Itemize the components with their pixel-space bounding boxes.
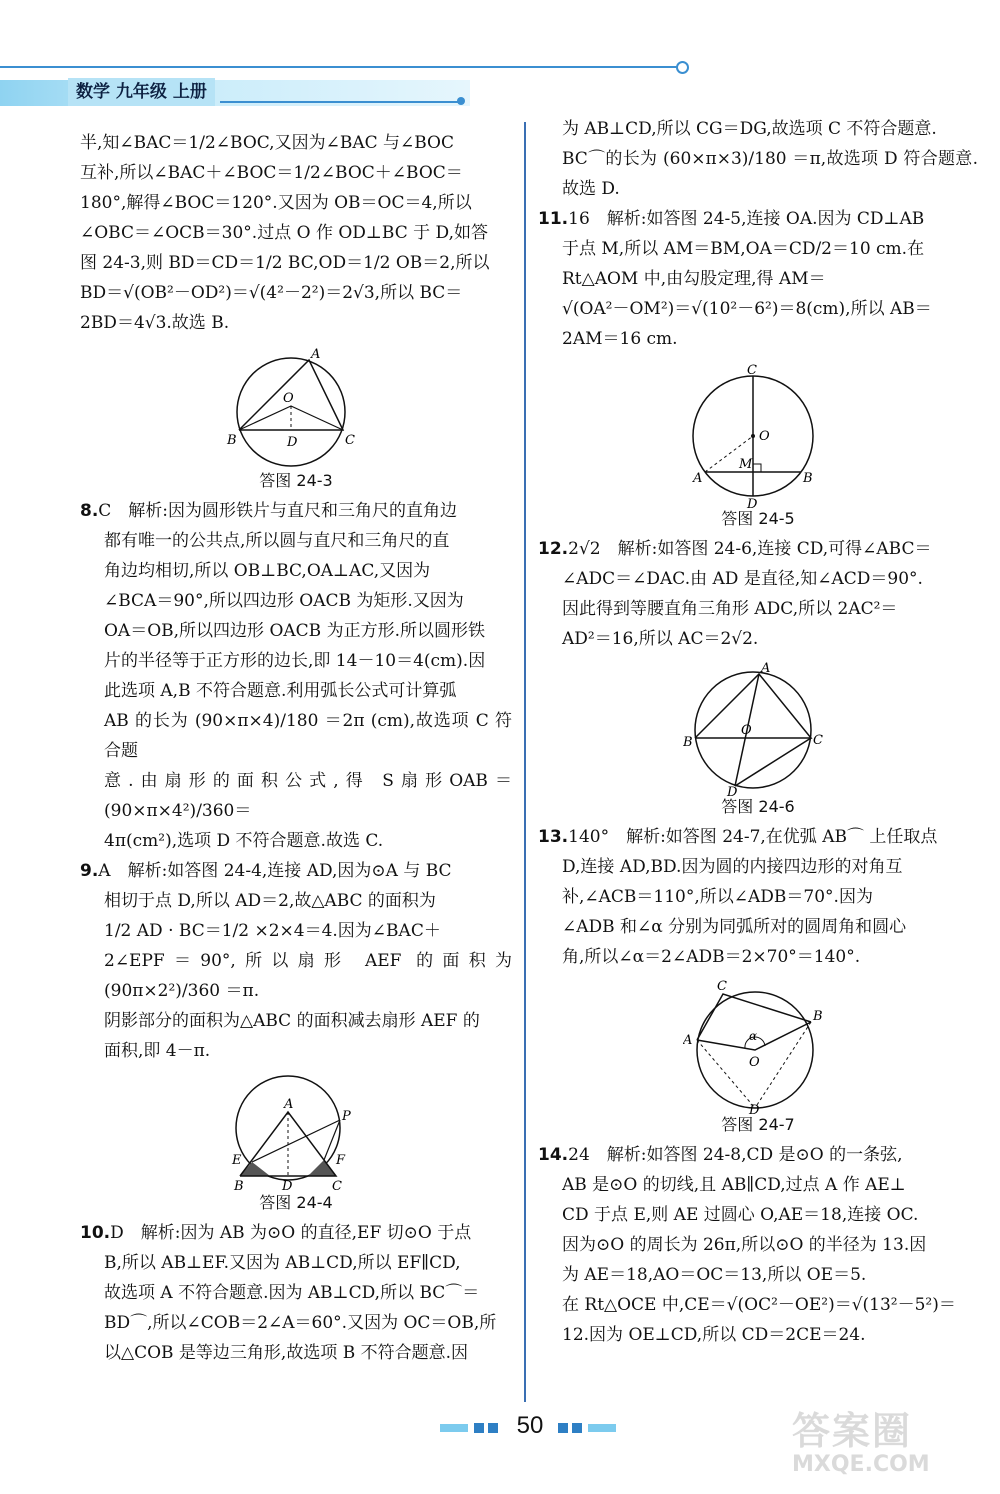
text-line: 此选项 A,B 不符合题意.利用弧长公式可计算弧	[104, 681, 457, 701]
label-O: O	[759, 429, 770, 444]
text-line: 180°,解得∠BOC＝120°.又因为 OB＝OC＝4,所以	[80, 193, 472, 213]
label-B: B	[683, 735, 693, 750]
watermark-logo: 答案圈	[792, 1409, 913, 1453]
footer-bar-left	[440, 1424, 468, 1432]
label-D: D	[727, 785, 738, 796]
text-line: ∠ADB 和∠α 分别为同弧所对的圆周角和圆心	[562, 917, 907, 937]
figure-caption: 答图 24-7	[721, 1115, 795, 1134]
figure-24-4	[80, 1074, 512, 1214]
text-line	[538, 822, 978, 852]
question-number: 14.	[538, 1145, 569, 1165]
line-text: 16 解析:如答图 24-5,连接 OA.因为 CD⊥AB	[568, 209, 925, 229]
text-line	[538, 204, 978, 234]
line-text: A 解析:如答图 24-4,连接 AD,因为⊙A 与 BC	[98, 861, 452, 881]
header-underline-dot	[457, 97, 465, 105]
right-column	[538, 114, 978, 1350]
text-line: 面积,即 4－π.	[104, 1041, 211, 1061]
text-line: 12.因为 OE⊥CD,所以 CD＝2CE＝24.	[562, 1325, 866, 1345]
text-line	[538, 534, 978, 564]
header-rule	[0, 66, 680, 68]
text-line: 相切于点 D,所以 AD＝2,故△ABC 的面积为	[104, 891, 436, 911]
text-line: 补,∠ACB＝110°,所以∠ADB＝70°.因为	[562, 887, 873, 907]
book-title: 数学 九年级 上册	[68, 78, 215, 106]
q10-continuation	[538, 114, 978, 204]
label-P: P	[342, 1109, 351, 1124]
text-line: 图 24-3,则 BD＝CD＝1/2 BC,OD＝1/2 OB＝2,所以	[80, 253, 490, 273]
text-line: CD 于点 E,则 AE 过圆心 O,AE＝18,连接 OC.	[562, 1205, 919, 1225]
text-line: 4π(cm²),选项 D 不符合题意.故选 C.	[104, 831, 384, 851]
footer-square	[474, 1423, 484, 1433]
label-A: A	[311, 347, 321, 362]
page-number: 50	[516, 1412, 544, 1439]
text-line: 1/2 AD · BC＝1/2 ×2×4＝4.因为∠BAC＋	[104, 921, 441, 941]
text-line: 以△COB 是等边三角形,故选项 B 不符合题意.因	[104, 1343, 469, 1363]
text-line: 在 Rt△OCE 中,CE＝√(OC²－OE²)＝√(13²－5²)＝	[562, 1295, 956, 1315]
label-C: C	[747, 363, 757, 378]
text-line: B,所以 AB⊥EF.又因为 AB⊥CD,所以 EF∥CD,	[104, 1253, 461, 1273]
text-line: ∠BCA＝90°,所以四边形 OACB 为矩形.又因为	[104, 591, 464, 611]
line-text: 2√2 解析:如答图 24-6,连接 CD,可得∠ABC＝	[568, 539, 932, 559]
question-8	[80, 496, 512, 856]
label-D: D	[747, 497, 758, 508]
text-line: 意.由扇形的面积公式,得 S扇形OAB＝(90×π×4²)/360＝	[104, 771, 512, 821]
label-A: A	[761, 662, 771, 676]
label-B: B	[813, 1009, 823, 1024]
question-11	[538, 204, 978, 354]
label-C: C	[345, 433, 355, 448]
label-A: A	[683, 1033, 693, 1048]
figure-caption: 答图 24-3	[259, 471, 333, 490]
question-number: 11.	[538, 209, 569, 229]
column-divider	[524, 122, 526, 1402]
text-line: 角边均相切,所以 OB⊥BC,OA⊥AC,又因为	[104, 561, 431, 581]
question-13	[538, 822, 978, 972]
text-line: BC⌒的长为 (60×π×3)/180 ＝π,故选项 D 符合题意.故选 D.	[562, 149, 978, 199]
label-A: A	[693, 471, 703, 486]
text-line: ∠ADC＝∠DAC.由 AD 是直径,知∠ACD＝90°.	[562, 569, 923, 589]
question-number: 10.	[80, 1223, 111, 1243]
text-line: 为 AE＝18,AO＝OC＝13,所以 OE＝5.	[562, 1265, 867, 1285]
footer-square	[572, 1423, 582, 1433]
label-alpha: α	[749, 1029, 758, 1043]
text-line	[80, 856, 512, 886]
question-number: 8.	[80, 501, 99, 521]
text-line: 半,知∠BAC＝1/2∠BOC,又因为∠BAC 与∠BOC	[80, 133, 454, 153]
figure-caption: 答图 24-4	[259, 1193, 333, 1212]
figure-24-4-diagram	[226, 1074, 366, 1192]
text-line: BD＝√(OB²－OD²)＝√(4²－2²)＝2√3,所以 BC＝	[80, 283, 463, 303]
line-text: 24 解析:如答图 24-8,CD 是⊙O 的一条弦,	[568, 1145, 903, 1165]
label-D: D	[287, 435, 298, 450]
question-9	[80, 856, 512, 1066]
label-O: O	[283, 391, 294, 406]
figure-24-7-diagram	[683, 980, 833, 1114]
label-C: C	[813, 733, 823, 748]
text-line: 片的半径等于正方形的边长,即 14－10＝4(cm).因	[104, 651, 486, 671]
text-line: 阴影部分的面积为△ABC 的面积减去扇形 AEF 的	[104, 1011, 480, 1031]
question-number: 13.	[538, 827, 569, 847]
figure-24-7	[538, 980, 978, 1136]
figure-caption: 答图 24-5	[721, 509, 795, 528]
watermark-url: MXQE.COM	[792, 1452, 930, 1477]
text-line: AD²＝16,所以 AC＝2√2.	[562, 629, 759, 649]
line-text: C 解析:因为圆形铁片与直尺和三角尺的直角边	[98, 501, 458, 521]
question-14	[538, 1140, 978, 1350]
label-C: C	[717, 980, 727, 994]
text-line: 2AM＝16 cm.	[562, 329, 678, 349]
label-D: D	[749, 1103, 760, 1114]
left-column	[80, 128, 512, 1368]
label-B: B	[803, 471, 813, 486]
text-line: 故选项 A 不符合题意.因为 AB⊥CD,所以 BC⌒＝	[104, 1283, 480, 1303]
header-rule-dot	[676, 61, 689, 74]
text-line: 2BD＝4√3.故选 B.	[80, 313, 230, 333]
label-A: A	[284, 1097, 294, 1112]
question-12	[538, 534, 978, 654]
figure-24-3-diagram	[221, 346, 371, 470]
text-line: D,连接 AD,BD.因为圆的内接四边形的对角互	[562, 857, 903, 877]
text-line: AB 是⊙O 的切线,且 AB∥CD,过点 A 作 AE⊥	[562, 1175, 906, 1195]
label-B: B	[227, 433, 237, 448]
text-line: ∠OBC＝∠OCB＝30°.过点 O 作 OD⊥BC 于 D,如答	[80, 223, 488, 243]
text-line: 互补,所以∠BAC＋∠BOC＝1/2∠BOC＋∠BOC＝	[80, 163, 463, 183]
header-underline	[220, 101, 460, 103]
text-line: 都有唯一的公共点,所以圆与直尺和三角尺的直	[104, 531, 450, 551]
footer-bar-right	[588, 1424, 616, 1432]
figure-24-6	[538, 662, 978, 818]
label-O: O	[741, 723, 752, 738]
label-M: M	[739, 457, 753, 472]
question-number: 9.	[80, 861, 99, 881]
text-line: 于点 M,所以 AM＝BM,OA＝CD/2＝10 cm.在	[562, 239, 925, 259]
text-line: √(OA²－OM²)＝√(10²－6²)＝8(cm),所以 AB＝	[562, 299, 932, 319]
footer-square	[558, 1423, 568, 1433]
text-line: 为 AB⊥CD,所以 CG＝DG,故选项 C 不符合题意.	[562, 119, 937, 139]
figure-24-5	[538, 362, 978, 530]
figure-24-3	[80, 346, 512, 492]
page-header	[0, 58, 700, 118]
text-line: 因为⊙O 的周长为 26π,所以⊙O 的半径为 13.因	[562, 1235, 927, 1255]
text-line: Rt△AOM 中,由勾股定理,得 AM＝	[562, 269, 826, 289]
watermark	[792, 1410, 992, 1490]
label-E: E	[232, 1153, 242, 1168]
text-line: 因此得到等腰直角三角形 ADC,所以 2AC²＝	[562, 599, 898, 619]
label-F: F	[336, 1153, 346, 1168]
figure-24-6-diagram	[683, 662, 833, 796]
label-O: O	[749, 1055, 760, 1070]
text-line: AB 的长为 (90×π×4)/180 ＝2π (cm),故选项 C 符合题	[104, 711, 512, 761]
label-B: B	[234, 1179, 244, 1192]
text-line: 2∠EPF＝90°,所以扇形 AEF 的面积为 (90π×2²)/360 ＝π.	[104, 951, 512, 1001]
label-C: C	[332, 1179, 342, 1192]
text-line: 角,所以∠α＝2∠ADB＝2×70°＝140°.	[562, 947, 861, 967]
text-line: BD⌒,所以∠COB＝2∠A＝60°.又因为 OC＝OB,所	[104, 1313, 497, 1333]
line-text: 140° 解析:如答图 24-7,在优弧 AB⌒ 上任取点	[568, 827, 938, 847]
text-line	[538, 1140, 978, 1170]
question-number: 12.	[538, 539, 569, 559]
footer-square	[488, 1423, 498, 1433]
figure-24-5-diagram	[683, 362, 833, 508]
question-10	[80, 1218, 512, 1368]
text-line	[80, 1218, 512, 1248]
label-D: D	[282, 1179, 293, 1192]
line-text: D 解析:因为 AB 为⊙O 的直径,EF 切⊙O 于点	[110, 1223, 472, 1243]
text-line	[80, 496, 512, 526]
text-line: OA＝OB,所以四边形 OACB 为正方形.所以圆形铁	[104, 621, 485, 641]
figure-caption: 答图 24-6	[721, 797, 795, 816]
q7-continuation	[80, 128, 512, 338]
